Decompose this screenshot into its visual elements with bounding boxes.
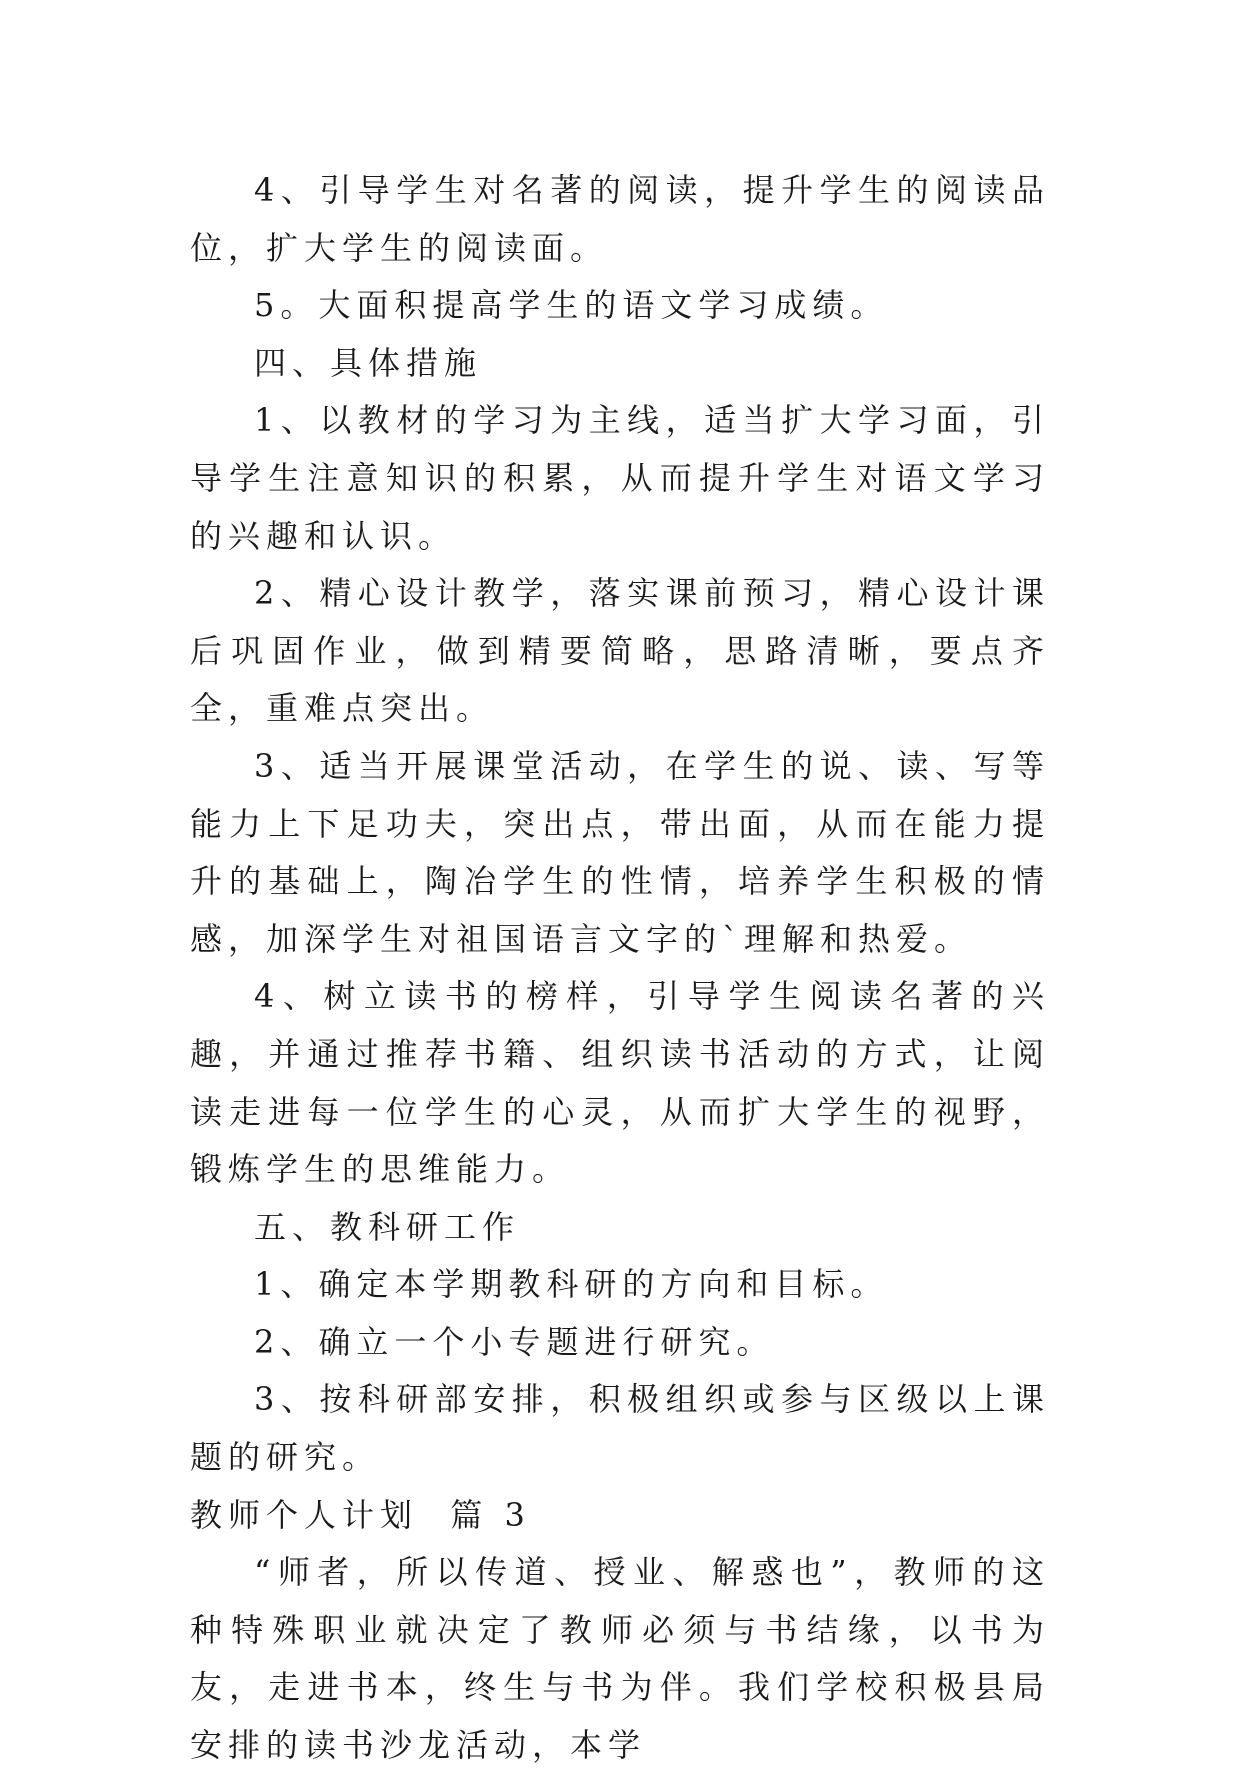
paragraph-measure-4: 4、树立读书的榜样，引导学生阅读名著的兴趣，并通过推荐书籍、组织读书活动的方式，让阅读走进每一位学生的心灵，从而扩大学生的视野，锻炼学生的思维能力。 [190,977,1050,1189]
paragraph-measure-2: 2、精心设计教学，落实课前预习，精心设计课后巩固作业，做到精要简略，思路清晰，要点齐全，重难点突出。 [190,574,1050,728]
paragraph-measure-1: 1、以教材的学习为主线，适当扩大学习面，引导学生注意知识的积累，从而提升学生对语文学习的兴趣和认识。 [190,401,1050,555]
document-body [190,162,1050,1775]
paragraph-research-1: 1、确定本学期教科研的方向和目标。 [254,1265,889,1304]
intro-paragraph: “师者，所以传道、授业、解惑也”，教师的这种特殊职业就决定了教师必须与书结缘，以书为友，走进书本，终生与书为伴。我们学校积极县局安排的读书沙龙活动，本学 [190,1553,1050,1765]
paragraph-measure-3: 3、适当开展课堂活动，在学生的说、读、写等能力上下足功夫，突出点，带出面，从而在能力提升的基础上，陶冶学生的性情，培养学生积极的情感，加深学生对祖国语言文字的`理解和热爱。 [190,746,1050,958]
section-heading-measures: 四、具体措施 [254,343,483,382]
paragraph-item-5-scores: 5。大面积提高学生的语文学习成绩。 [254,286,889,325]
paragraph-research-3: 3、按科研部安排，积极组织或参与区级以上课题的研究。 [190,1380,1050,1477]
paragraph-research-2: 2、确立一个小专题进行研究。 [254,1322,775,1361]
section-heading-research: 五、教科研工作 [254,1207,521,1246]
paragraph-item-4-reading: 4、引导学生对名著的阅读，提升学生的阅读品位，扩大学生的阅读面。 [190,171,1050,267]
article-section-title: 教师个人计划 篇 3 [190,1495,531,1534]
